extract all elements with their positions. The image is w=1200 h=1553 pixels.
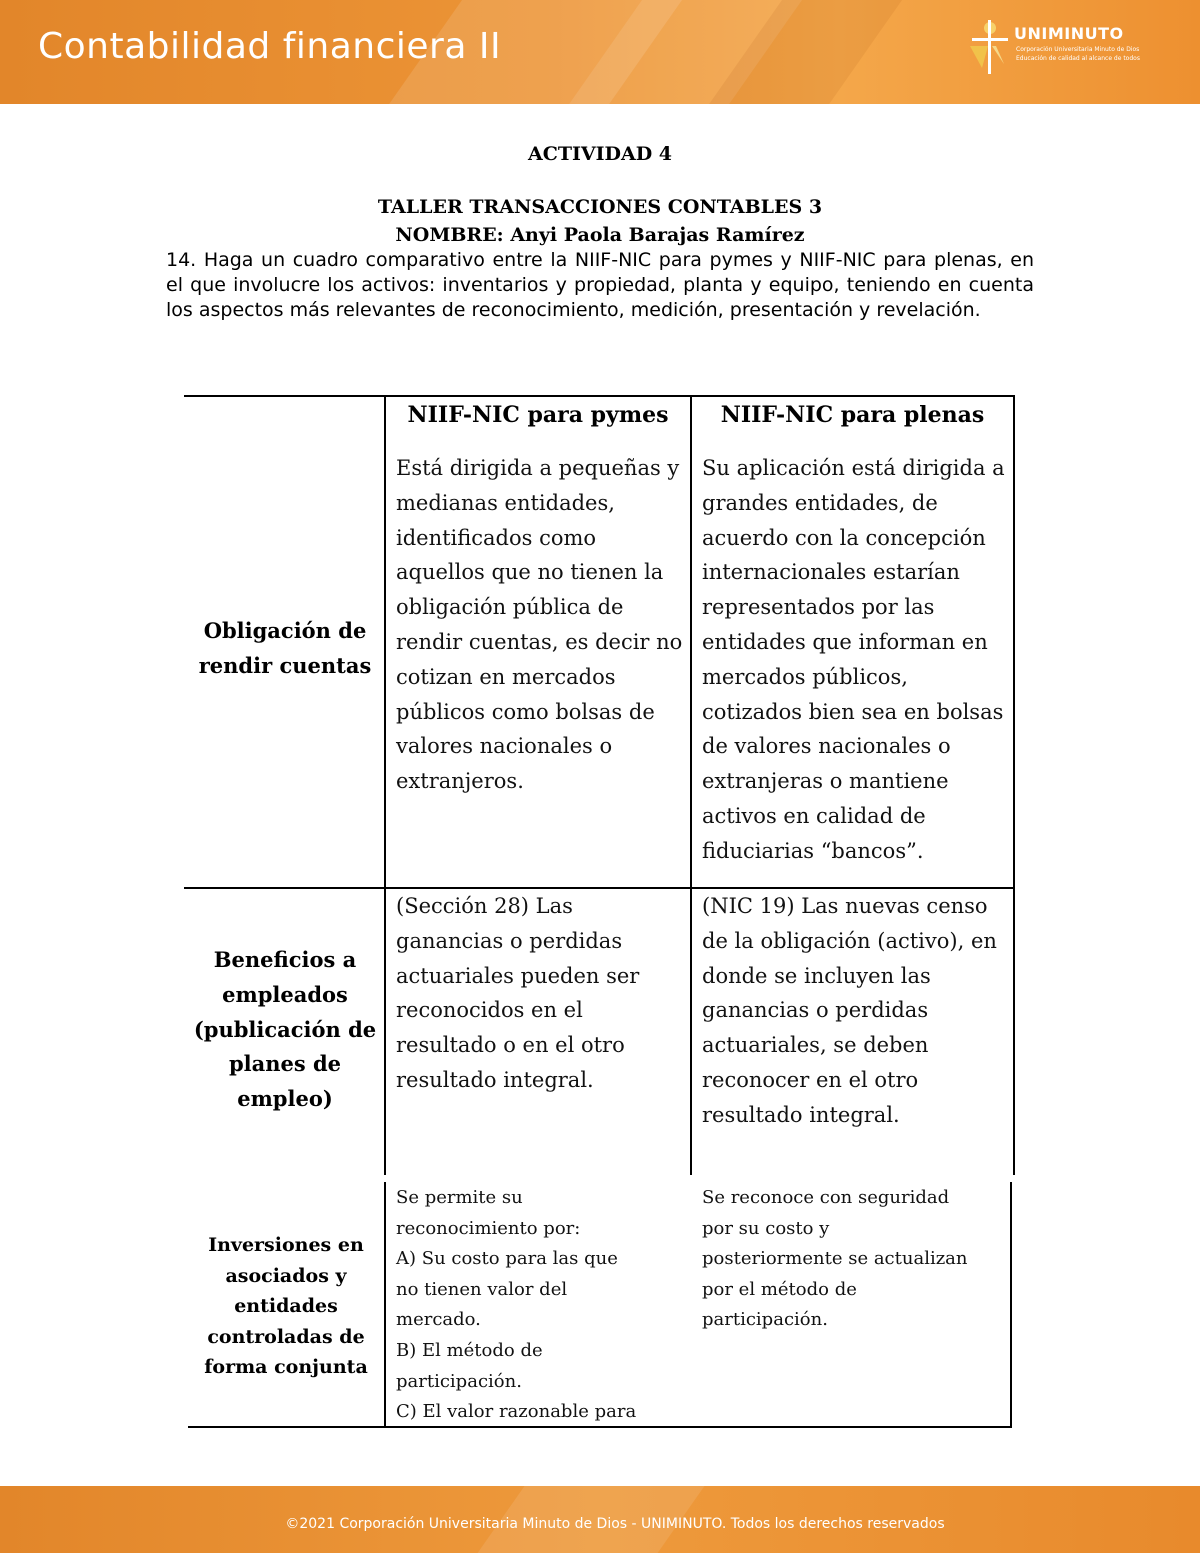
table-border <box>384 1182 386 1428</box>
uniminuto-logo-icon <box>962 16 1012 76</box>
cell-line: acuerdo con la concepción <box>702 525 986 550</box>
cell-line: ganancias o perdidas <box>396 928 623 953</box>
uniminuto-logo <box>962 16 1172 76</box>
cell-line: donde se incluyen las <box>702 963 931 988</box>
row-label-line: forma conjunta <box>204 1356 368 1379</box>
cell-line: ganancias o perdidas <box>702 998 929 1023</box>
cell-line: mercados públicos, <box>702 664 908 689</box>
plenas-cell <box>702 451 1010 869</box>
pymes-cell <box>396 1183 688 1428</box>
cell-line: de la obligación (activo), en <box>702 928 997 953</box>
pymes-cell <box>396 889 688 1098</box>
cell-line: fiduciarias “bancos”. <box>702 838 924 863</box>
logo-name: UNIMINUTO <box>1014 24 1124 43</box>
row-label-line: empleo) <box>237 1086 333 1112</box>
cell-line: C) El valor razonable para <box>396 1401 637 1423</box>
cell-line: entidades que informan en <box>702 629 988 654</box>
cell-line: Está dirigida a pequeñas y <box>396 456 680 480</box>
row-label-line: planes de <box>228 1051 342 1077</box>
cell-line: de valores nacionales o <box>702 734 951 759</box>
header-pymes: NIIF-NIC para pymes <box>407 402 669 428</box>
cell-line: extranjeros. <box>396 769 524 794</box>
row-label-line: (publicación de <box>193 1016 377 1042</box>
cell-line: por su costo y <box>702 1217 830 1239</box>
footer-banner <box>0 1486 1200 1553</box>
table-border <box>184 395 1015 397</box>
cell-line: públicos como bolsas de <box>396 699 655 724</box>
cell-line: aquellos que no tienen la <box>396 560 664 585</box>
course-title: Contabilidad financiera II <box>38 26 502 67</box>
row-label-line: Beneficios a <box>213 947 357 972</box>
row-label <box>186 943 384 1117</box>
cell-line: activos en calidad de <box>702 803 926 828</box>
cell-line: no tienen valor del <box>396 1278 568 1300</box>
activity-title: ACTIVIDAD 4 <box>527 143 673 165</box>
row-label-line: Inversiones en <box>208 1234 364 1256</box>
cell-line: participación. <box>702 1309 828 1331</box>
table-border <box>1013 395 1015 1175</box>
cell-line: reconocidos en el <box>396 998 583 1023</box>
student-name: NOMBRE: Anyi Paola Barajas Ramírez <box>395 224 805 246</box>
plenas-cell <box>702 1183 1008 1336</box>
row-label-line: controladas de <box>207 1325 365 1348</box>
cell-line: internacionales estarían <box>702 560 960 585</box>
cell-line: extranjeras o mantiene <box>702 769 949 794</box>
cell-line: reconocer en el otro <box>702 1067 919 1092</box>
row-label-line: asociados y <box>225 1264 347 1287</box>
cell-line: B) El método de <box>396 1339 543 1361</box>
cell-line: representados por las <box>702 595 935 620</box>
cell-line: actuariales, se deben <box>702 1033 929 1058</box>
cell-line: Se permite su <box>396 1187 523 1208</box>
cell-line: participación. <box>396 1370 522 1392</box>
cell-line: grandes entidades, de <box>702 490 938 515</box>
cell-line: resultado o en el otro <box>396 1033 625 1058</box>
cell-line: valores nacionales o <box>396 734 613 759</box>
cell-line: actuariales pueden ser <box>396 963 640 988</box>
cell-line: (Sección 28) Las <box>396 894 573 918</box>
logo-slogan: Educación de calidad al alcance de todos <box>1016 55 1140 62</box>
workshop-title: TALLER TRANSACCIONES CONTABLES 3 <box>377 196 823 218</box>
cell-line: A) Su costo para las que <box>396 1248 618 1270</box>
pymes-cell <box>396 451 688 799</box>
cell-line: posteriormente se actualizan <box>702 1248 968 1270</box>
table-border <box>690 395 692 1175</box>
copyright-text: ©2021 Corporación Universitaria Minuto de Dios - UNIMINUTO. Todos los derechos reservados <box>285 1516 945 1532</box>
row-label-line: Obligación de <box>203 618 367 643</box>
cell-line: identificados como <box>396 525 597 550</box>
cell-line: resultado integral. <box>396 1067 594 1092</box>
row-label-line: empleados <box>222 981 348 1007</box>
cell-line: rendir cuentas, es decir no <box>396 629 683 654</box>
logo-tagline: Corporación Universitaria Minuto de Dios <box>1016 46 1140 53</box>
cell-line: reconocimiento por: <box>396 1217 581 1239</box>
table-border <box>384 395 386 1175</box>
cell-line: medianas entidades, <box>396 490 615 515</box>
cell-line: obligación pública de <box>396 595 624 620</box>
row-label-line: rendir cuentas <box>198 653 372 678</box>
cell-line: por el método de <box>702 1278 857 1300</box>
question-text: 14. Haga un cuadro comparativo entre la NIIF-NIC para pymes y NIIF-NIC para plenas, en el que involucre los activos: inventarios y propiedad, planta y equipo, teniendo en cuenta los aspectos más relevantes de reconocimiento, medición, presentación y revelación. <box>166 249 1034 321</box>
header-plenas: NIIF-NIC para plenas <box>720 402 985 428</box>
plenas-cell <box>702 889 1010 1133</box>
header-banner <box>0 0 1200 104</box>
row-label-line: entidades <box>234 1295 338 1318</box>
cell-line: cotizados bien sea en bolsas <box>702 699 1004 724</box>
cell-line: mercado. <box>396 1309 481 1331</box>
cell-line: resultado integral. <box>702 1102 900 1127</box>
table-border <box>1010 1182 1012 1428</box>
cell-line: Se reconoce con seguridad <box>702 1187 950 1208</box>
cell-line: cotizan en mercados <box>396 664 616 689</box>
cell-line: (NIC 19) Las nuevas censo <box>702 894 988 918</box>
row-label <box>188 1230 384 1383</box>
row-label <box>186 613 384 683</box>
cell-line: Su aplicación está dirigida a <box>702 456 1005 480</box>
